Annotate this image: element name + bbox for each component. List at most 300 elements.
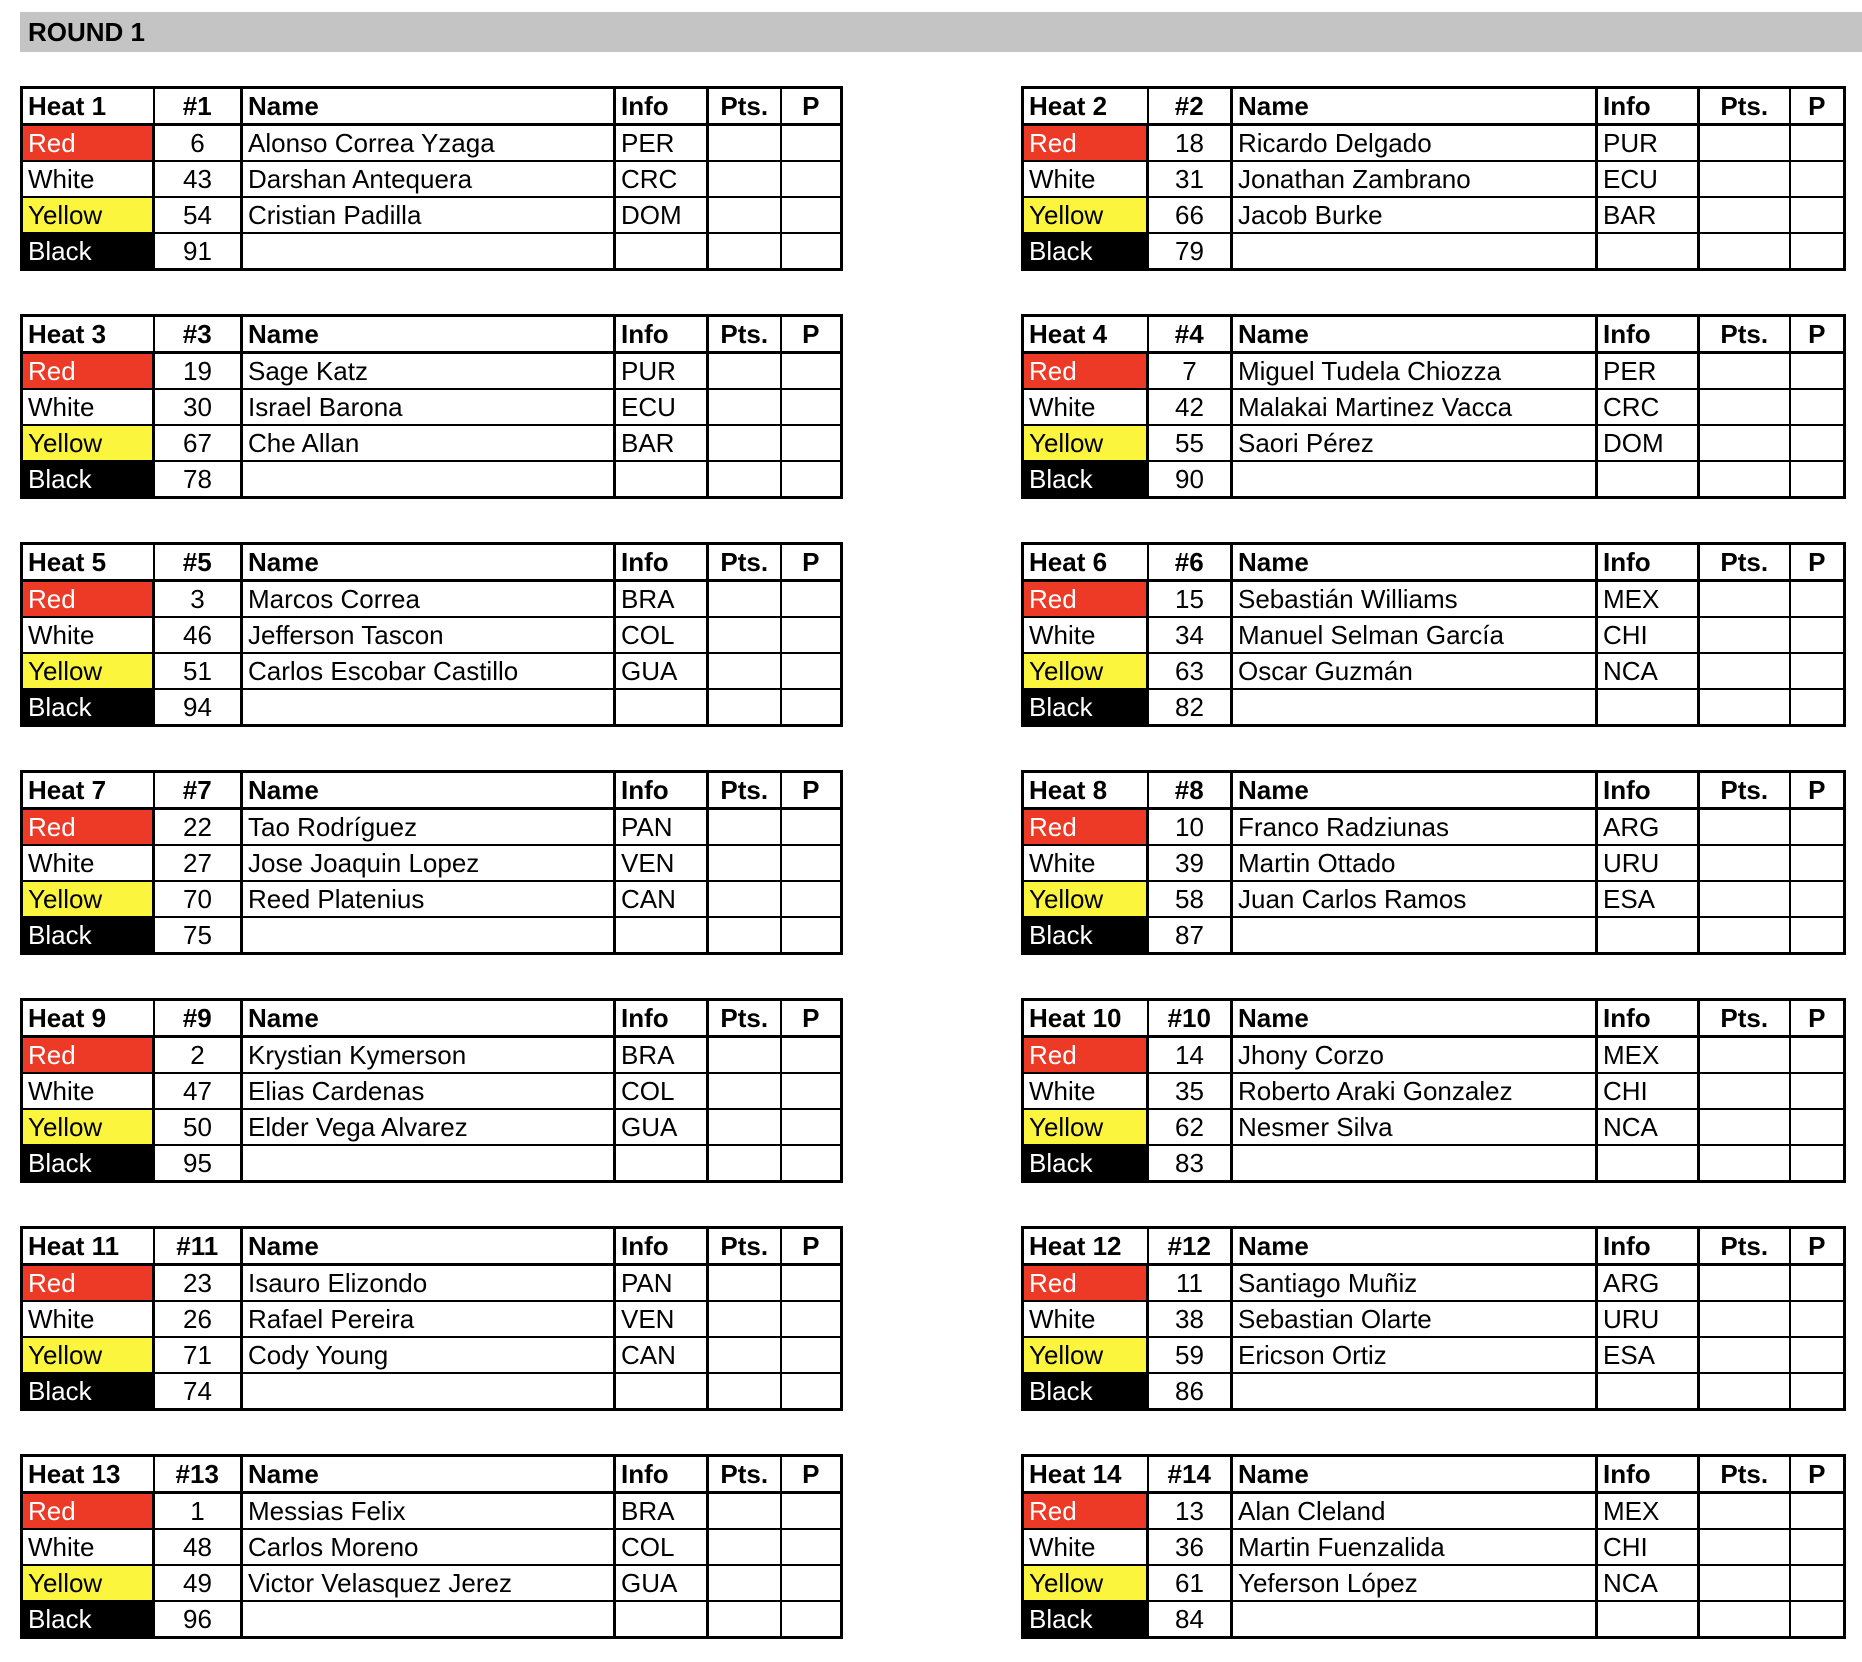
athlete-name xyxy=(1232,1601,1597,1638)
pts-column-header: Pts. xyxy=(1699,88,1790,125)
info-column-header: Info xyxy=(1597,88,1699,125)
bib-number: 48 xyxy=(154,1529,242,1565)
pts-column-header: Pts. xyxy=(1699,316,1790,353)
bib-number: 67 xyxy=(154,425,242,461)
athlete-name: Sebastian Olarte xyxy=(1232,1301,1597,1337)
heat-label: Heat 4 xyxy=(1023,316,1148,353)
heat-number: #9 xyxy=(154,1000,242,1037)
athlete-info: ECU xyxy=(1597,161,1699,197)
name-column-header: Name xyxy=(1232,772,1597,809)
place-cell xyxy=(1790,845,1845,881)
athlete-info xyxy=(1597,461,1699,498)
info-column-header: Info xyxy=(615,544,708,581)
bib-number: 34 xyxy=(1148,617,1232,653)
points-cell xyxy=(708,1601,781,1638)
lane-color: Yellow xyxy=(22,653,154,689)
bib-number: 83 xyxy=(1148,1145,1232,1182)
lane-color: White xyxy=(22,1301,154,1337)
athlete-info: COL xyxy=(615,1529,708,1565)
place-cell xyxy=(781,353,842,390)
bib-number: 51 xyxy=(154,653,242,689)
place-cell xyxy=(1790,917,1845,954)
place-cell xyxy=(1790,125,1845,162)
points-cell xyxy=(708,197,781,233)
points-cell xyxy=(708,461,781,498)
athlete-name: Jacob Burke xyxy=(1232,197,1597,233)
points-cell xyxy=(708,1265,781,1302)
place-cell xyxy=(781,1493,842,1530)
points-cell xyxy=(1699,1529,1790,1565)
athlete-name: Malakai Martinez Vacca xyxy=(1232,389,1597,425)
lane-color: Red xyxy=(1023,1493,1148,1530)
lane-color: Yellow xyxy=(1023,425,1148,461)
lane-color: Red xyxy=(22,125,154,162)
lane-color: Black xyxy=(22,1601,154,1638)
table-row xyxy=(1023,617,1845,653)
p-column-header: P xyxy=(1790,1228,1845,1265)
bib-number: 58 xyxy=(1148,881,1232,917)
info-column-header: Info xyxy=(1597,544,1699,581)
info-column-header: Info xyxy=(615,1000,708,1037)
athlete-name: Jefferson Tascon xyxy=(242,617,615,653)
bib-number: 59 xyxy=(1148,1337,1232,1373)
bib-number: 55 xyxy=(1148,425,1232,461)
athlete-info: GUA xyxy=(615,1565,708,1601)
place-cell xyxy=(781,845,842,881)
table-row xyxy=(22,125,842,162)
heat-table xyxy=(20,86,843,271)
table-row xyxy=(22,1073,842,1109)
p-column-header: P xyxy=(1790,88,1845,125)
place-cell xyxy=(1790,881,1845,917)
bib-number: 49 xyxy=(154,1565,242,1601)
lane-color: White xyxy=(22,617,154,653)
lane-color: White xyxy=(1023,389,1148,425)
athlete-name: Victor Velasquez Jerez xyxy=(242,1565,615,1601)
table-row xyxy=(22,1493,842,1530)
points-cell xyxy=(1699,389,1790,425)
heat-label: Heat 11 xyxy=(22,1228,154,1265)
bib-number: 63 xyxy=(1148,653,1232,689)
heat-number: #11 xyxy=(154,1228,242,1265)
table-row xyxy=(22,389,842,425)
bib-number: 61 xyxy=(1148,1565,1232,1601)
points-cell xyxy=(1699,1037,1790,1074)
info-column-header: Info xyxy=(615,316,708,353)
place-cell xyxy=(781,1601,842,1638)
lane-color: Red xyxy=(1023,581,1148,618)
table-row xyxy=(22,1109,842,1145)
points-cell xyxy=(1699,425,1790,461)
lane-color: White xyxy=(1023,1529,1148,1565)
pts-column-header: Pts. xyxy=(708,544,781,581)
athlete-name: Tao Rodríguez xyxy=(242,809,615,846)
table-row xyxy=(1023,1109,1845,1145)
lane-color: White xyxy=(22,389,154,425)
place-cell xyxy=(781,1145,842,1182)
place-cell xyxy=(1790,617,1845,653)
heat-table xyxy=(1021,314,1846,499)
athlete-name: Darshan Antequera xyxy=(242,161,615,197)
athlete-info: PUR xyxy=(615,353,708,390)
points-cell xyxy=(1699,845,1790,881)
lane-color: White xyxy=(1023,161,1148,197)
table-row xyxy=(1023,689,1845,726)
place-cell xyxy=(781,233,842,270)
points-cell xyxy=(1699,653,1790,689)
points-cell xyxy=(708,1565,781,1601)
place-cell xyxy=(781,1109,842,1145)
lane-color: White xyxy=(22,161,154,197)
pts-column-header: Pts. xyxy=(1699,772,1790,809)
place-cell xyxy=(1790,461,1845,498)
athlete-info: ESA xyxy=(1597,881,1699,917)
athlete-info: ARG xyxy=(1597,1265,1699,1302)
bib-number: 94 xyxy=(154,689,242,726)
table-row xyxy=(22,1565,842,1601)
table-row xyxy=(1023,1373,1845,1410)
athlete-info: COL xyxy=(615,1073,708,1109)
athlete-info: PER xyxy=(1597,353,1699,390)
lane-color: White xyxy=(22,1073,154,1109)
place-cell xyxy=(781,809,842,846)
points-cell xyxy=(708,581,781,618)
heat-table xyxy=(20,998,843,1183)
athlete-name: Santiago Muñiz xyxy=(1232,1265,1597,1302)
table-row xyxy=(22,653,842,689)
info-column-header: Info xyxy=(615,88,708,125)
table-row xyxy=(22,1301,842,1337)
athlete-name: Messias Felix xyxy=(242,1493,615,1530)
bib-number: 91 xyxy=(154,233,242,270)
bib-number: 27 xyxy=(154,845,242,881)
athlete-info xyxy=(1597,1145,1699,1182)
athlete-name: Roberto Araki Gonzalez xyxy=(1232,1073,1597,1109)
bib-number: 10 xyxy=(1148,809,1232,846)
table-row xyxy=(22,845,842,881)
pts-column-header: Pts. xyxy=(1699,544,1790,581)
table-row xyxy=(22,233,842,270)
table-row xyxy=(1023,845,1845,881)
place-cell xyxy=(781,881,842,917)
athlete-name xyxy=(1232,689,1597,726)
place-cell xyxy=(1790,197,1845,233)
table-row xyxy=(22,1337,842,1373)
bib-number: 46 xyxy=(154,617,242,653)
athlete-info: DOM xyxy=(1597,425,1699,461)
heat-number: #10 xyxy=(1148,1000,1232,1037)
place-cell xyxy=(781,161,842,197)
bib-number: 38 xyxy=(1148,1301,1232,1337)
heat-table xyxy=(20,314,843,499)
lane-color: Yellow xyxy=(1023,1337,1148,1373)
heat-number: #6 xyxy=(1148,544,1232,581)
points-cell xyxy=(1699,1073,1790,1109)
place-cell xyxy=(1790,1337,1845,1373)
athlete-info: PUR xyxy=(1597,125,1699,162)
points-cell xyxy=(1699,1373,1790,1410)
bib-number: 82 xyxy=(1148,689,1232,726)
heat-label: Heat 9 xyxy=(22,1000,154,1037)
athlete-name: Jonathan Zambrano xyxy=(1232,161,1597,197)
athlete-info: BAR xyxy=(1597,197,1699,233)
points-cell xyxy=(1699,689,1790,726)
athlete-info xyxy=(615,689,708,726)
heat-table xyxy=(20,542,843,727)
place-cell xyxy=(781,689,842,726)
athlete-name: Oscar Guzmán xyxy=(1232,653,1597,689)
bib-number: 11 xyxy=(1148,1265,1232,1302)
heat-table xyxy=(1021,1226,1846,1411)
athlete-info: ESA xyxy=(1597,1337,1699,1373)
name-column-header: Name xyxy=(242,88,615,125)
pts-column-header: Pts. xyxy=(708,772,781,809)
heat-label: Heat 10 xyxy=(1023,1000,1148,1037)
bib-number: 75 xyxy=(154,917,242,954)
athlete-name: Reed Platenius xyxy=(242,881,615,917)
bib-number: 14 xyxy=(1148,1037,1232,1074)
name-column-header: Name xyxy=(242,1456,615,1493)
athlete-name: Isauro Elizondo xyxy=(242,1265,615,1302)
heat-label: Heat 2 xyxy=(1023,88,1148,125)
lane-color: Yellow xyxy=(22,425,154,461)
name-column-header: Name xyxy=(242,772,615,809)
bib-number: 95 xyxy=(154,1145,242,1182)
points-cell xyxy=(1699,353,1790,390)
athlete-info: PAN xyxy=(615,1265,708,1302)
heat-table xyxy=(20,770,843,955)
athlete-name: Alan Cleland xyxy=(1232,1493,1597,1530)
points-cell xyxy=(1699,197,1790,233)
athlete-name xyxy=(242,689,615,726)
name-column-header: Name xyxy=(242,1228,615,1265)
athlete-name: Nesmer Silva xyxy=(1232,1109,1597,1145)
pts-column-header: Pts. xyxy=(708,316,781,353)
athlete-name: Rafael Pereira xyxy=(242,1301,615,1337)
bib-number: 87 xyxy=(1148,917,1232,954)
place-cell xyxy=(781,1337,842,1373)
pts-column-header: Pts. xyxy=(708,88,781,125)
bib-number: 3 xyxy=(154,581,242,618)
points-cell xyxy=(1699,161,1790,197)
place-cell xyxy=(781,1565,842,1601)
athlete-name: Carlos Moreno xyxy=(242,1529,615,1565)
info-column-header: Info xyxy=(1597,772,1699,809)
table-row xyxy=(1023,197,1845,233)
heat-number: #4 xyxy=(1148,316,1232,353)
bib-number: 43 xyxy=(154,161,242,197)
athlete-name: Elder Vega Alvarez xyxy=(242,1109,615,1145)
athlete-info xyxy=(615,917,708,954)
heat-number: #14 xyxy=(1148,1456,1232,1493)
place-cell xyxy=(1790,389,1845,425)
athlete-info: CRC xyxy=(615,161,708,197)
athlete-name: Miguel Tudela Chiozza xyxy=(1232,353,1597,390)
place-cell xyxy=(781,653,842,689)
table-row xyxy=(1023,809,1845,846)
pts-column-header: Pts. xyxy=(708,1228,781,1265)
name-column-header: Name xyxy=(1232,316,1597,353)
bib-number: 50 xyxy=(154,1109,242,1145)
place-cell xyxy=(1790,425,1845,461)
points-cell xyxy=(708,1301,781,1337)
lane-color: Black xyxy=(1023,461,1148,498)
athlete-info: NCA xyxy=(1597,1565,1699,1601)
athlete-info: DOM xyxy=(615,197,708,233)
lane-color: Red xyxy=(1023,353,1148,390)
athlete-info: BRA xyxy=(615,581,708,618)
athlete-name xyxy=(1232,233,1597,270)
table-row xyxy=(22,161,842,197)
p-column-header: P xyxy=(781,1456,842,1493)
athlete-info xyxy=(1597,1373,1699,1410)
place-cell xyxy=(1790,1493,1845,1530)
athlete-name: Saori Pérez xyxy=(1232,425,1597,461)
p-column-header: P xyxy=(781,1000,842,1037)
place-cell xyxy=(1790,689,1845,726)
name-column-header: Name xyxy=(1232,88,1597,125)
bib-number: 31 xyxy=(1148,161,1232,197)
p-column-header: P xyxy=(1790,772,1845,809)
bib-number: 2 xyxy=(154,1037,242,1074)
athlete-info: NCA xyxy=(1597,1109,1699,1145)
table-row xyxy=(1023,1529,1845,1565)
lane-color: Red xyxy=(1023,809,1148,846)
points-cell xyxy=(708,617,781,653)
lane-color: White xyxy=(22,845,154,881)
points-cell xyxy=(708,125,781,162)
p-column-header: P xyxy=(781,316,842,353)
athlete-name: Manuel Selman García xyxy=(1232,617,1597,653)
lane-color: White xyxy=(22,1529,154,1565)
athlete-name: Ericson Ortiz xyxy=(1232,1337,1597,1373)
name-column-header: Name xyxy=(242,1000,615,1037)
lane-color: Yellow xyxy=(22,881,154,917)
table-row xyxy=(1023,1565,1845,1601)
heat-number: #7 xyxy=(154,772,242,809)
points-cell xyxy=(1699,1301,1790,1337)
place-cell xyxy=(1790,1565,1845,1601)
points-cell xyxy=(708,161,781,197)
points-cell xyxy=(708,353,781,390)
bib-number: 26 xyxy=(154,1301,242,1337)
points-cell xyxy=(708,1073,781,1109)
athlete-info: NCA xyxy=(1597,653,1699,689)
heat-number: #12 xyxy=(1148,1228,1232,1265)
heat-number: #13 xyxy=(154,1456,242,1493)
table-row xyxy=(22,353,842,390)
athlete-name xyxy=(242,233,615,270)
lane-color: Yellow xyxy=(1023,881,1148,917)
place-cell xyxy=(1790,653,1845,689)
place-cell xyxy=(1790,1037,1845,1074)
heat-label: Heat 14 xyxy=(1023,1456,1148,1493)
athlete-info: GUA xyxy=(615,1109,708,1145)
heat-table xyxy=(20,1226,843,1411)
heat-number: #5 xyxy=(154,544,242,581)
athlete-info xyxy=(1597,917,1699,954)
bib-number: 70 xyxy=(154,881,242,917)
points-cell xyxy=(1699,917,1790,954)
table-row xyxy=(22,617,842,653)
bib-number: 22 xyxy=(154,809,242,846)
heat-label: Heat 5 xyxy=(22,544,154,581)
points-cell xyxy=(708,845,781,881)
heat-label: Heat 6 xyxy=(1023,544,1148,581)
info-column-header: Info xyxy=(615,1228,708,1265)
place-cell xyxy=(781,617,842,653)
points-cell xyxy=(708,809,781,846)
athlete-info: MEX xyxy=(1597,1037,1699,1074)
name-column-header: Name xyxy=(1232,1000,1597,1037)
name-column-header: Name xyxy=(1232,1456,1597,1493)
place-cell xyxy=(1790,809,1845,846)
p-column-header: P xyxy=(781,88,842,125)
table-row xyxy=(1023,161,1845,197)
heat-label: Heat 1 xyxy=(22,88,154,125)
heat-table xyxy=(1021,998,1846,1183)
points-cell xyxy=(1699,1565,1790,1601)
athlete-name: Cody Young xyxy=(242,1337,615,1373)
pts-column-header: Pts. xyxy=(708,1456,781,1493)
heat-label: Heat 13 xyxy=(22,1456,154,1493)
athlete-name xyxy=(242,917,615,954)
athlete-info: VEN xyxy=(615,845,708,881)
points-cell xyxy=(1699,1337,1790,1373)
bib-number: 66 xyxy=(1148,197,1232,233)
place-cell xyxy=(781,1301,842,1337)
place-cell xyxy=(781,197,842,233)
place-cell xyxy=(1790,1265,1845,1302)
heat-number: #2 xyxy=(1148,88,1232,125)
heat-table xyxy=(1021,542,1846,727)
athlete-info: VEN xyxy=(615,1301,708,1337)
points-cell xyxy=(708,425,781,461)
table-row xyxy=(1023,425,1845,461)
points-cell xyxy=(708,881,781,917)
p-column-header: P xyxy=(781,1228,842,1265)
table-row xyxy=(1023,125,1845,162)
athlete-info: ECU xyxy=(615,389,708,425)
bib-number: 47 xyxy=(154,1073,242,1109)
place-cell xyxy=(1790,1373,1845,1410)
athlete-name xyxy=(1232,1373,1597,1410)
points-cell xyxy=(1699,1265,1790,1302)
name-column-header: Name xyxy=(1232,544,1597,581)
athlete-info xyxy=(615,1145,708,1182)
bib-number: 71 xyxy=(154,1337,242,1373)
bib-number: 15 xyxy=(1148,581,1232,618)
heat-table xyxy=(1021,86,1846,271)
table-row xyxy=(1023,1265,1845,1302)
table-row xyxy=(1023,1145,1845,1182)
lane-color: Yellow xyxy=(22,197,154,233)
athlete-name: Krystian Kymerson xyxy=(242,1037,615,1074)
athlete-name: Martin Fuenzalida xyxy=(1232,1529,1597,1565)
bib-number: 18 xyxy=(1148,125,1232,162)
athlete-info: CHI xyxy=(1597,1529,1699,1565)
table-row xyxy=(22,689,842,726)
p-column-header: P xyxy=(1790,544,1845,581)
info-column-header: Info xyxy=(1597,1456,1699,1493)
lane-color: Yellow xyxy=(1023,653,1148,689)
lane-color: Black xyxy=(1023,1373,1148,1410)
points-cell xyxy=(1699,1601,1790,1638)
athlete-name xyxy=(242,1145,615,1182)
heat-number: #1 xyxy=(154,88,242,125)
athlete-name: Jose Joaquin Lopez xyxy=(242,845,615,881)
athlete-info xyxy=(615,1373,708,1410)
